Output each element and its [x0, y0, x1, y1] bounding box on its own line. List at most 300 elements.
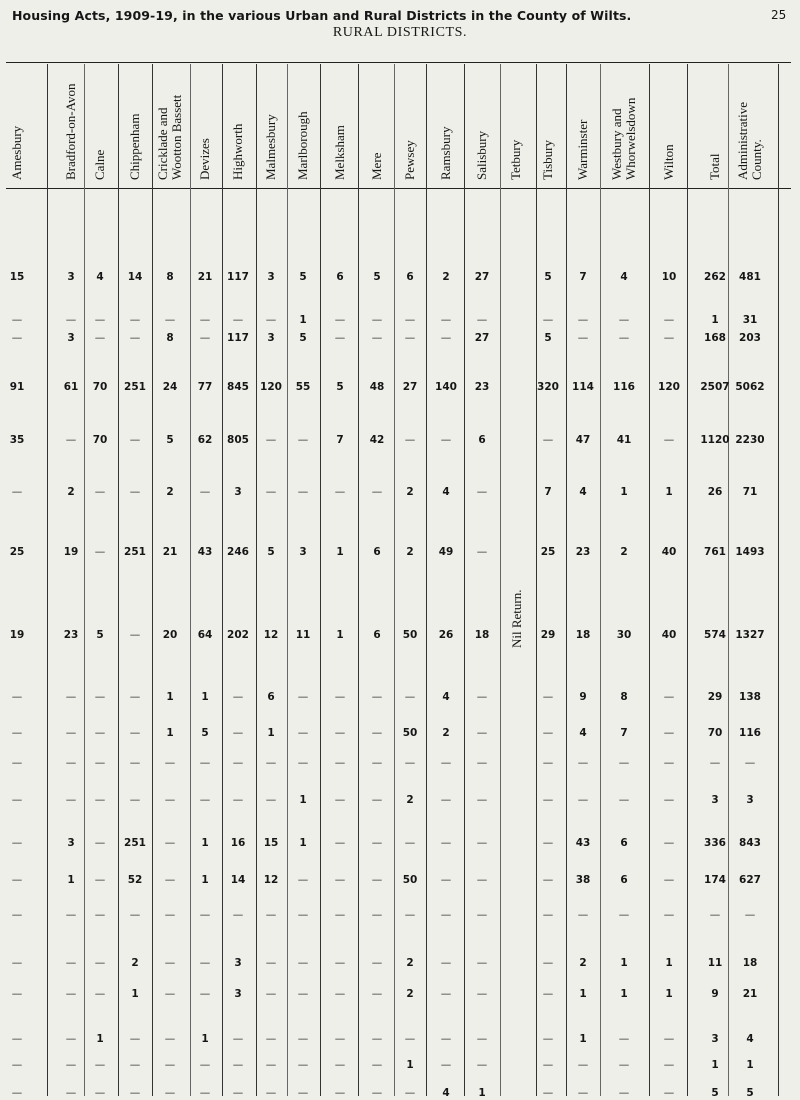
table-cell: — [11, 909, 23, 921]
table-cell: 61 [63, 381, 79, 393]
table-cell: — [94, 757, 106, 769]
table-cell: 14 [230, 874, 246, 886]
table-cell: 174 [704, 874, 726, 886]
table-cell: 203 [739, 332, 761, 344]
table-cell: — [542, 314, 554, 326]
table-cell: — [232, 691, 244, 703]
table-cell: — [11, 691, 23, 703]
table-cell: — [618, 1059, 630, 1071]
table-cell: — [663, 691, 675, 703]
table-cell: 1 [336, 629, 344, 641]
table-cell: 25 [9, 546, 25, 558]
table-cell: — [542, 757, 554, 769]
table-cell: 18 [742, 957, 758, 969]
table-cell: — [618, 909, 630, 921]
table-cell: — [334, 757, 346, 769]
table-cell: — [334, 874, 346, 886]
table-cell: — [542, 794, 554, 806]
table-cell: 1 [96, 1033, 104, 1045]
table-cell: 20 [162, 629, 178, 641]
column-header-tetbury: Tetbury [508, 139, 523, 180]
column-divider [190, 64, 191, 1096]
table-cell: — [94, 957, 106, 969]
table-cell: 1 [299, 794, 307, 806]
table-cell: — [164, 1059, 176, 1071]
table-cell: 14 [127, 271, 143, 283]
table-cell: 7 [336, 434, 344, 446]
table-cell: — [440, 909, 452, 921]
table-cell: 1 [201, 691, 209, 703]
table-cell: — [476, 837, 488, 849]
table-cell: 5 [299, 271, 307, 283]
table-cell: — [334, 314, 346, 326]
table-cell: — [334, 727, 346, 739]
table-cell: 1 [166, 727, 174, 739]
table-cell: 18 [575, 629, 591, 641]
table-cell: 24 [162, 381, 178, 393]
table-cell: 10 [661, 271, 677, 283]
table-cell: — [297, 1033, 309, 1045]
table-cell: 11 [295, 629, 311, 641]
table-cell: 1 [299, 314, 307, 326]
table-cell: 5 [201, 727, 209, 739]
table-cell: 3 [711, 794, 719, 806]
table-cell: 4 [442, 486, 450, 498]
table-cell: — [11, 794, 23, 806]
table-cell: — [371, 1033, 383, 1045]
table-cell: 35 [9, 434, 25, 446]
table-cell: 1 [620, 988, 628, 1000]
table-cell: — [663, 874, 675, 886]
table-cell: — [334, 1087, 346, 1099]
table-cell: 2230 [735, 434, 765, 446]
table-cell: 1 [336, 546, 344, 558]
table-cell: 117 [227, 271, 249, 283]
table-cell: — [65, 1087, 77, 1099]
table-cell: — [440, 874, 452, 886]
table-cell: 843 [739, 837, 761, 849]
table-cell: 27 [402, 381, 418, 393]
table-cell: — [371, 727, 383, 739]
table-cell: 2 [620, 546, 628, 558]
table-cell: — [94, 874, 106, 886]
column-header-bradford-on-avon: Bradford-on-Avon [63, 83, 78, 180]
table-cell: — [476, 486, 488, 498]
table-cell: — [542, 727, 554, 739]
table-cell: — [334, 691, 346, 703]
column-header-amesbury: Amesbury [9, 125, 24, 180]
column-divider [222, 64, 223, 1096]
table-cell: 5 [166, 434, 174, 446]
column-divider [152, 64, 153, 1096]
column-header-melksham: Melksham [332, 125, 347, 180]
table-cell: — [65, 1033, 77, 1045]
table-cell: — [265, 434, 277, 446]
column-divider [426, 64, 427, 1096]
column-divider [358, 64, 359, 1096]
table-cell: 251 [124, 837, 146, 849]
table-cell: — [404, 434, 416, 446]
table-cell: — [11, 486, 23, 498]
table-cell: 49 [438, 546, 454, 558]
table-cell: 3 [746, 794, 754, 806]
table-cell: 3 [234, 957, 242, 969]
table-cell: — [476, 546, 488, 558]
column-divider [84, 64, 85, 1096]
table-cell: 7 [579, 271, 587, 283]
table-cell: — [232, 1087, 244, 1099]
table-cell: — [129, 629, 141, 641]
table-cell: — [334, 794, 346, 806]
table-cell: 1 [711, 314, 719, 326]
table-cell: — [265, 314, 277, 326]
table-cell: 574 [704, 629, 726, 641]
table-cell: 2 [406, 546, 414, 558]
table-cell: — [164, 1087, 176, 1099]
table-cell: — [476, 874, 488, 886]
table-cell: 31 [742, 314, 758, 326]
table-cell: — [334, 332, 346, 344]
table-cell: 2 [131, 957, 139, 969]
table-cell: — [297, 957, 309, 969]
table-cell: — [297, 727, 309, 739]
table-cell: — [265, 988, 277, 1000]
table-cell: — [334, 909, 346, 921]
table-cell: — [65, 1059, 77, 1071]
table-cell: — [265, 794, 277, 806]
table-cell: 6 [373, 629, 381, 641]
table-cell: — [297, 434, 309, 446]
table-cell: — [476, 314, 488, 326]
table-cell: — [371, 486, 383, 498]
table-cell: 64 [197, 629, 213, 641]
table-cell: — [542, 957, 554, 969]
table-cell: — [404, 909, 416, 921]
table-cell: — [94, 794, 106, 806]
table-cell: 2 [442, 727, 450, 739]
column-divider [600, 64, 601, 1096]
table-cell: 320 [537, 381, 559, 393]
table-cell: — [663, 837, 675, 849]
column-header-calne: Calne [92, 149, 107, 180]
table-cell: — [404, 757, 416, 769]
table-cell: 1 [201, 1033, 209, 1045]
table-cell: — [199, 757, 211, 769]
table-cell: 116 [613, 381, 635, 393]
table-cell: — [199, 314, 211, 326]
column-divider [649, 64, 650, 1096]
table-cell: — [94, 486, 106, 498]
table-cell: 47 [575, 434, 591, 446]
table-cell: — [11, 727, 23, 739]
table-cell: — [618, 332, 630, 344]
table-cell: 336 [704, 837, 726, 849]
table-cell: — [265, 1033, 277, 1045]
table-cell: — [265, 757, 277, 769]
table-cell: — [404, 691, 416, 703]
table-cell: 15 [9, 271, 25, 283]
table-cell: 2 [406, 988, 414, 1000]
column-divider [118, 64, 119, 1096]
table-cell: 91 [9, 381, 25, 393]
table-cell: — [476, 957, 488, 969]
table-cell: 246 [227, 546, 249, 558]
table-cell: — [577, 909, 589, 921]
table-cell: — [297, 1087, 309, 1099]
column-divider [47, 64, 48, 1096]
table-cell: 3 [67, 271, 75, 283]
table-cell: 202 [227, 629, 249, 641]
table-cell: — [371, 874, 383, 886]
table-cell: — [65, 957, 77, 969]
table-cell: — [744, 757, 756, 769]
table-cell: — [440, 314, 452, 326]
table-cell: 29 [707, 691, 723, 703]
table-cell: 6 [620, 874, 628, 886]
table-cell: — [94, 546, 106, 558]
table-cell: 1 [579, 1033, 587, 1045]
table-cell: 15 [263, 837, 279, 849]
table-cell: — [232, 794, 244, 806]
table-cell: — [199, 1087, 211, 1099]
table-cell: 6 [267, 691, 275, 703]
column-header-cricklade-and-wootton-bassett: Cricklade and Wootton Bassett [155, 94, 184, 180]
table-cell: 3 [234, 988, 242, 1000]
table-cell: — [542, 837, 554, 849]
table-cell: — [65, 988, 77, 1000]
table-cell: 1 [665, 988, 673, 1000]
table-cell: — [663, 1033, 675, 1045]
table-cell: — [663, 909, 675, 921]
table-cell: — [404, 332, 416, 344]
table-cell: — [129, 1087, 141, 1099]
table-cell: — [232, 314, 244, 326]
table-cell: 8 [620, 691, 628, 703]
table-cell: — [65, 794, 77, 806]
table-cell: 6 [406, 271, 414, 283]
table-cell: — [371, 314, 383, 326]
table-cell: — [265, 909, 277, 921]
table-cell: — [11, 332, 23, 344]
table-cell: — [129, 727, 141, 739]
table-cell: 845 [227, 381, 249, 393]
table-cell: — [476, 1059, 488, 1071]
column-header-administrative-county: Administrative County. [735, 102, 764, 180]
table-cell: — [334, 957, 346, 969]
table-cell: 50 [402, 874, 418, 886]
table-cell: 2 [166, 486, 174, 498]
table-cell: 5 [336, 381, 344, 393]
table-cell: 21 [197, 271, 213, 283]
table-cell: — [199, 1059, 211, 1071]
table-cell: 6 [620, 837, 628, 849]
table-cell: 4 [442, 1087, 450, 1099]
table-cell: 48 [369, 381, 385, 393]
table-cell: — [11, 1087, 23, 1099]
table-cell: — [11, 874, 23, 886]
table-cell: — [129, 332, 141, 344]
table-cell: 29 [540, 629, 556, 641]
table-cell: 116 [739, 727, 761, 739]
table-cell: 1 [299, 837, 307, 849]
table-cell: 3 [234, 486, 242, 498]
table-cell: 50 [402, 629, 418, 641]
table-cell: — [334, 988, 346, 1000]
table-cell: 41 [616, 434, 632, 446]
table-cell: — [371, 909, 383, 921]
table-cell: 1 [406, 1059, 414, 1071]
table-cell: — [11, 314, 23, 326]
table-cell: — [663, 434, 675, 446]
table-cell: 9 [711, 988, 719, 1000]
table-cell: 120 [658, 381, 680, 393]
table-cell: — [129, 794, 141, 806]
table-cell: — [94, 909, 106, 921]
table-cell: 1 [166, 691, 174, 703]
table-cell: 40 [661, 629, 677, 641]
table-cell: — [94, 314, 106, 326]
column-header-pewsey: Pewsey [402, 140, 417, 180]
table-cell: 2507 [700, 381, 730, 393]
column-divider [464, 64, 465, 1096]
table-cell: — [577, 332, 589, 344]
column-divider [287, 64, 288, 1096]
column-divider [320, 64, 321, 1096]
table-cell: — [129, 434, 141, 446]
table-cell: 71 [742, 486, 758, 498]
table-cell: — [265, 957, 277, 969]
table-cell: — [129, 1033, 141, 1045]
table-cell: 1327 [735, 629, 765, 641]
table-cell: — [65, 757, 77, 769]
table-cell: 1 [665, 957, 673, 969]
table-cell: 30 [616, 629, 632, 641]
table-cell: 8 [166, 271, 174, 283]
table-cell: 1 [579, 988, 587, 1000]
table-cell: 70 [92, 381, 108, 393]
table-cell: 1 [67, 874, 75, 886]
table-cell: 481 [739, 271, 761, 283]
table-cell: — [164, 874, 176, 886]
table-cell: — [297, 486, 309, 498]
table-cell: — [199, 988, 211, 1000]
table-cell: 3 [299, 546, 307, 558]
column-header-marlborough: Marlborough [295, 111, 310, 180]
table-cell: — [542, 988, 554, 1000]
table-cell: — [94, 1087, 106, 1099]
table-cell: 1 [620, 957, 628, 969]
table-cell: — [297, 757, 309, 769]
table-cell: — [65, 909, 77, 921]
table-cell: 1120 [700, 434, 730, 446]
table-cell: 43 [575, 837, 591, 849]
table-cell: — [334, 1033, 346, 1045]
table-cell: — [164, 314, 176, 326]
table-cell: — [129, 314, 141, 326]
table-cell: 50 [402, 727, 418, 739]
column-divider [536, 64, 537, 1096]
table-cell: 805 [227, 434, 249, 446]
table-cell: — [11, 1059, 23, 1071]
table-cell: 77 [197, 381, 213, 393]
table-cell: 38 [575, 874, 591, 886]
table-cell: 26 [438, 629, 454, 641]
table-cell: 40 [661, 546, 677, 558]
column-divider [778, 64, 779, 1096]
table-cell: — [164, 794, 176, 806]
table-cell: — [577, 757, 589, 769]
table-cell: 6 [336, 271, 344, 283]
table-cell: — [371, 837, 383, 849]
page-number: 25 [771, 8, 787, 22]
table-cell: 6 [373, 546, 381, 558]
table-cell: — [334, 837, 346, 849]
table-cell: — [94, 691, 106, 703]
table-cell: 2 [442, 271, 450, 283]
table-cell: — [440, 1033, 452, 1045]
table-cell: — [297, 909, 309, 921]
table-cell: 62 [197, 434, 213, 446]
table-cell: 2 [406, 794, 414, 806]
table-cell: — [232, 727, 244, 739]
table-cell: 23 [63, 629, 79, 641]
nil-return-note: Nil Return. [509, 589, 524, 648]
table-cell: — [65, 314, 77, 326]
table-cell: — [334, 486, 346, 498]
document-title: Housing Acts, 1909-19, in the various Urban and Rural Districts in the County of Wilts. [12, 8, 632, 23]
table-cell: — [164, 957, 176, 969]
table-cell: — [476, 909, 488, 921]
table-cell: — [618, 1087, 630, 1099]
table-cell: — [94, 988, 106, 1000]
header-bottom-rule [6, 188, 791, 189]
table-cell: — [199, 794, 211, 806]
table-cell: 4 [96, 271, 104, 283]
table-cell: — [440, 757, 452, 769]
header-top-rule [6, 62, 791, 63]
table-cell: — [404, 1033, 416, 1045]
table-cell: 4 [579, 727, 587, 739]
table-cell: — [265, 1059, 277, 1071]
table-cell: 4 [442, 691, 450, 703]
table-cell: — [371, 794, 383, 806]
table-cell: 3 [711, 1033, 719, 1045]
table-cell: — [65, 691, 77, 703]
table-cell: — [542, 691, 554, 703]
column-divider [394, 64, 395, 1096]
table-cell: — [371, 988, 383, 1000]
table-cell: — [11, 1033, 23, 1045]
table-cell: — [476, 1033, 488, 1045]
table-cell: 1 [665, 486, 673, 498]
table-cell: 5 [544, 271, 552, 283]
table-cell: 70 [92, 434, 108, 446]
table-cell: 2 [406, 486, 414, 498]
table-cell: — [94, 332, 106, 344]
table-cell: — [440, 957, 452, 969]
table-cell: — [618, 757, 630, 769]
table-cell: — [94, 837, 106, 849]
table-cell: — [542, 909, 554, 921]
table-cell: 5 [96, 629, 104, 641]
table-cell: 16 [230, 837, 246, 849]
table-cell: — [542, 1033, 554, 1045]
table-cell: 3 [67, 837, 75, 849]
table-cell: 120 [260, 381, 282, 393]
table-cell: 55 [295, 381, 311, 393]
table-cell: 4 [746, 1033, 754, 1045]
table-cell: 12 [263, 874, 279, 886]
